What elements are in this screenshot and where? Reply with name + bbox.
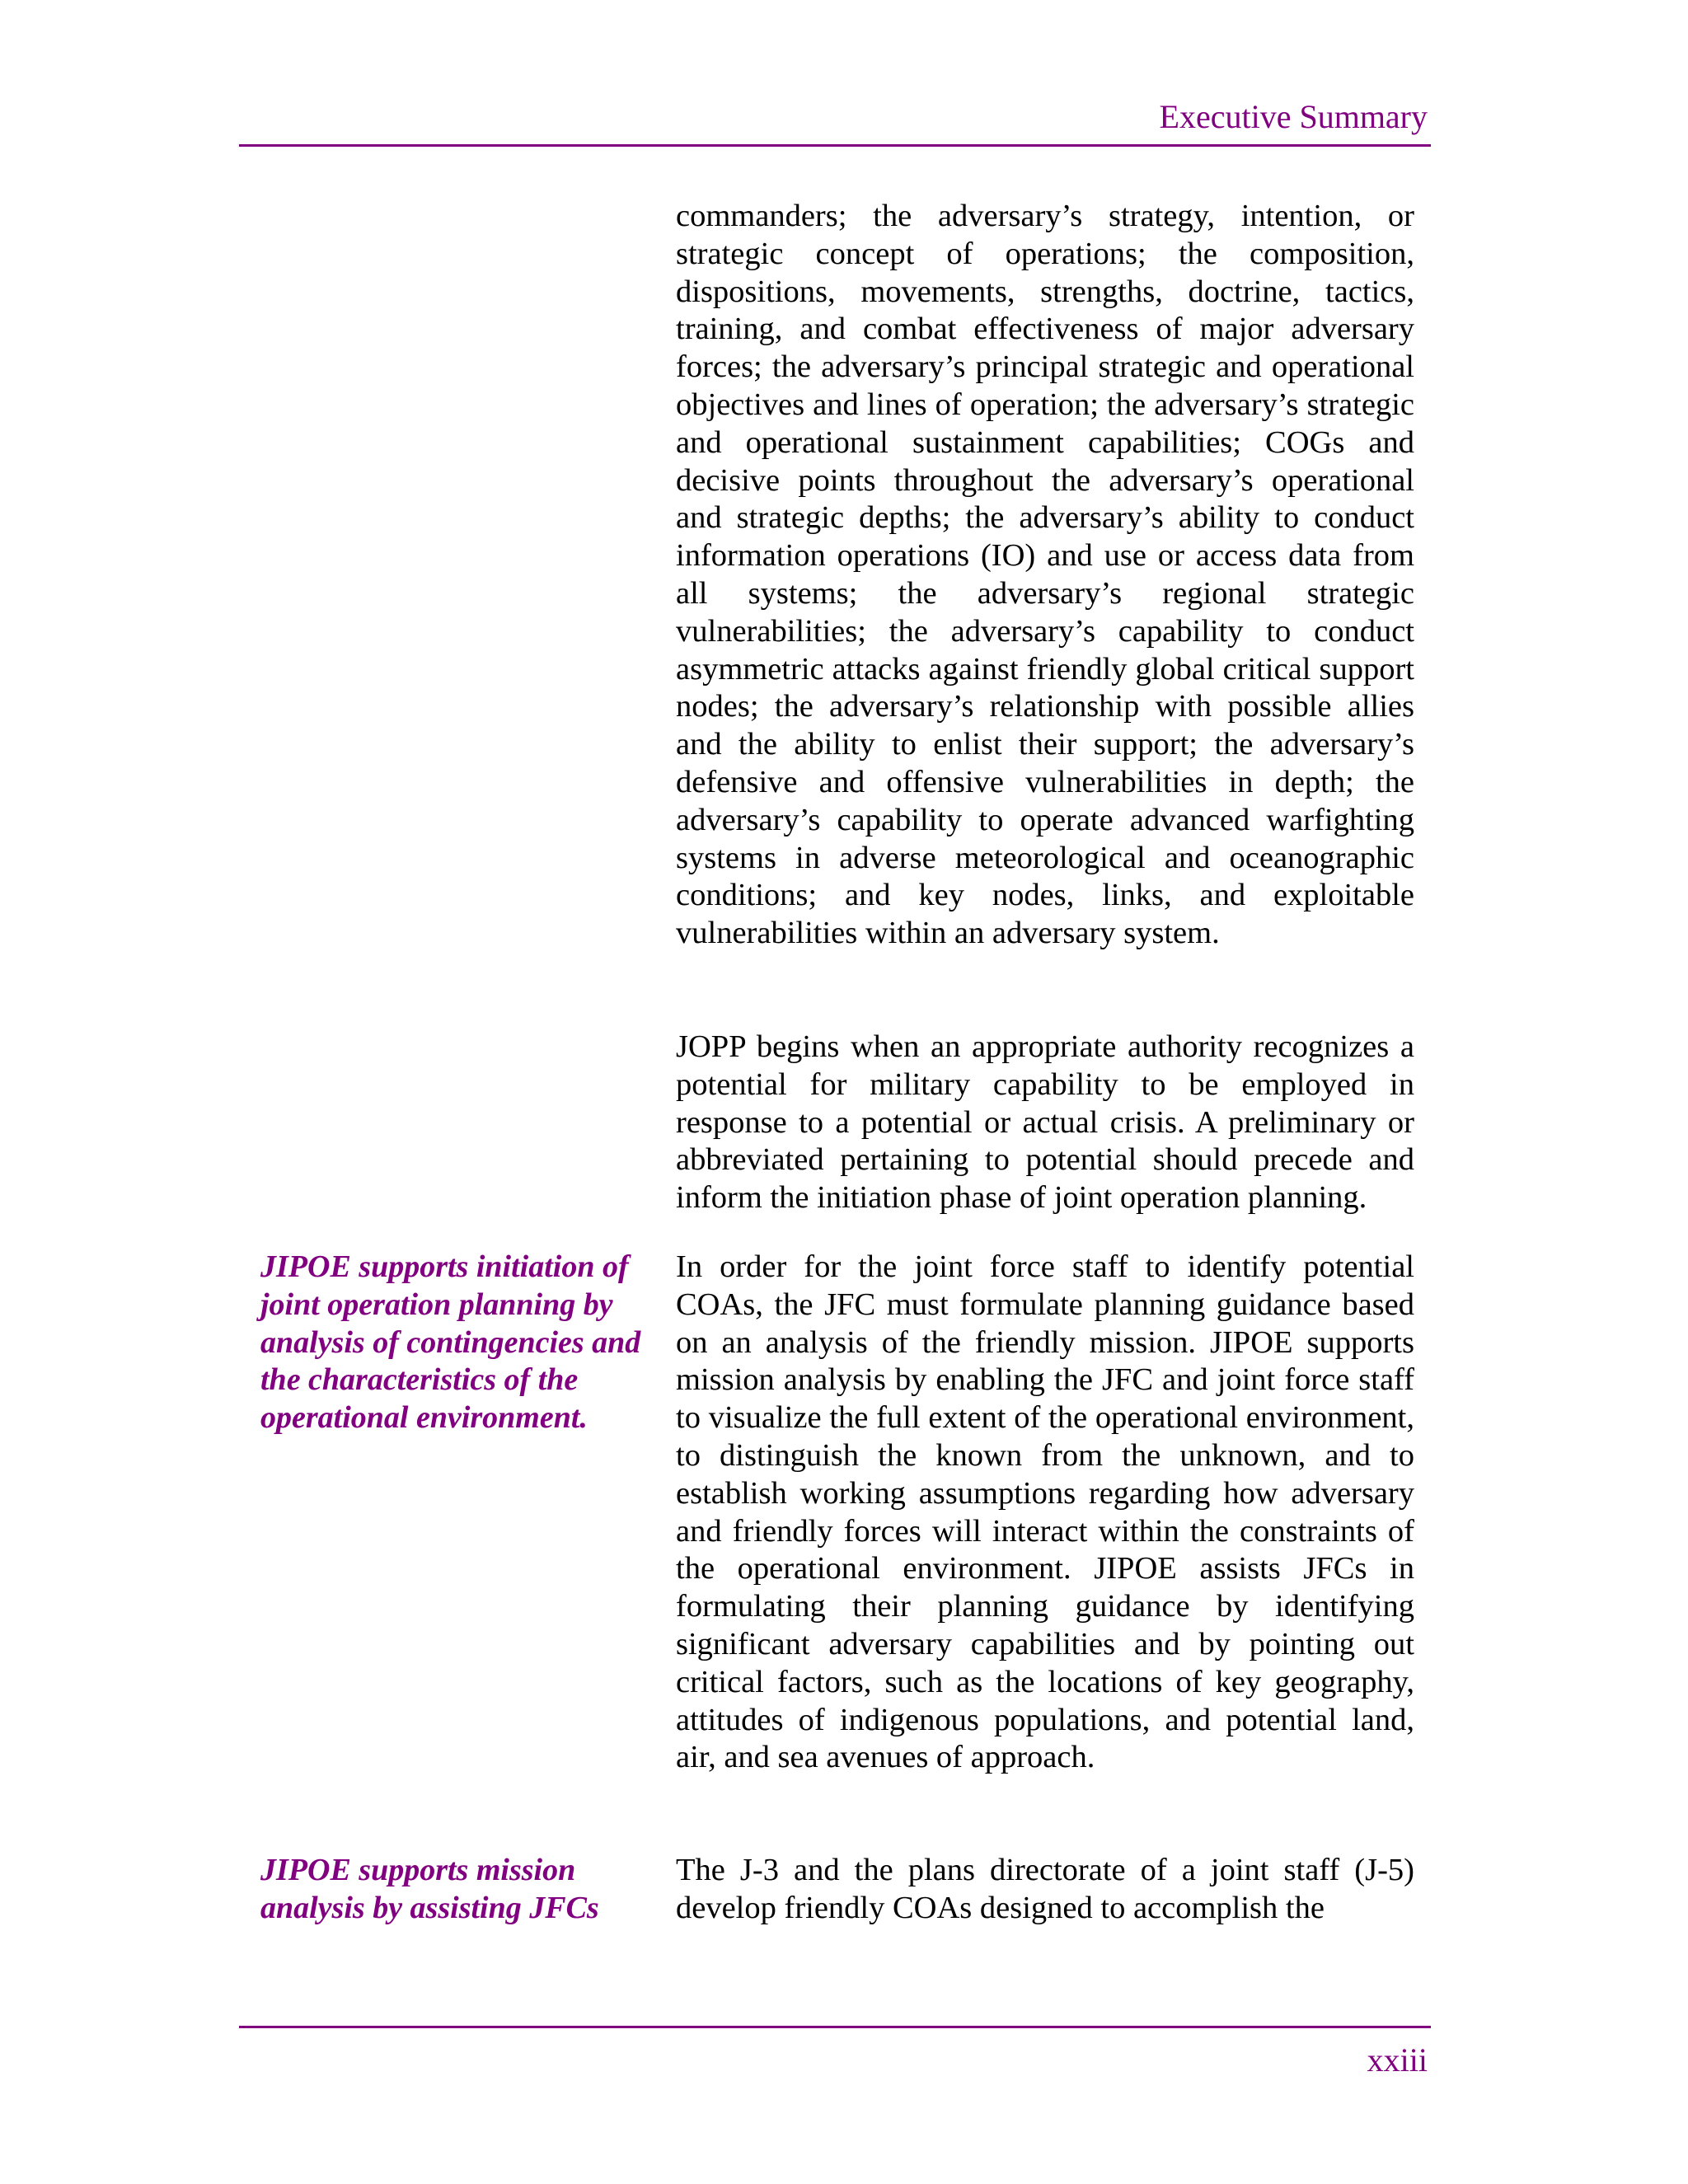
header-title: Executive Summary	[1159, 98, 1428, 135]
paragraph-jopp-begins: JOPP begins when an appropriate authority recognizes a potential for military capability to be employed in response to a potential or actual crisis. A preliminary or abbreviated pertaining to potential should precede and inform the initiation phase of joint operation planning.	[676, 1029, 1414, 1216]
header-rule	[239, 144, 1431, 147]
paragraph-jipoe-mission-analysis: In order for the joint force staff to identify potential COAs, the JFC must formulate planning guidance based on an analysis of the friendly mission. JIPOE supports mission analysis by enabling the JFC and joint force staff to visualize the full extent of the operational environment, to distinguish the known from the unknown, and to establish working assumptions regarding how adversary and friendly forces will interact within the constraints of the operational environment. JIPOE assists JFCs in formulating their planning guidance by identifying significant adversary capabilities and by pointing out critical factors, such as the locations of key geography, attitudes of indigenous populations, and potential land, air, and sea avenues of approach.	[676, 1249, 1414, 1775]
footer-rule	[239, 2026, 1431, 2028]
paragraph-adversary-factors: commanders; the adversary’s strategy, intention, or strategic concept of operations; the composition, dispositions, movements, strengths, doctrine, tactics, training, and combat effectiveness of major adversary forces; the adversary’s principal strategic and operational objectives and lines of operation; the adversary’s strategic and operational sustainment capabilities; COGs and decisive points throughout the adversary’s operational and strategic depths; the adversary’s ability to conduct information operations (IO) and use or access data from all systems; the adversary’s regional strategic vulnerabilities; the adversary’s capability to conduct asymmetric attacks against friendly global critical support nodes; the adversary’s relationship with possible allies and the ability to enlist their support; the adversary’s defensive and offensive vulnerabilities in depth; the adversary’s capability to operate advanced warfighting systems in adverse meteorological and oceanographic conditions; and key nodes, links, and exploitable vulnerabilities within an adversary system.	[676, 199, 1414, 951]
margin-note-mission-analysis: JIPOE supports mission analysis by assisting JFCs	[260, 1853, 599, 1925]
paragraph-coa-development: The J-3 and the plans directorate of a joint staff (J-5) develop friendly COAs designed to accomplish the	[676, 1853, 1414, 1925]
margin-note-initiation: JIPOE supports initiation of joint operation planning by analysis of contingencies and the characteristics of the operational environment.	[260, 1249, 641, 1436]
page-number: xxiii	[1367, 2041, 1428, 2079]
